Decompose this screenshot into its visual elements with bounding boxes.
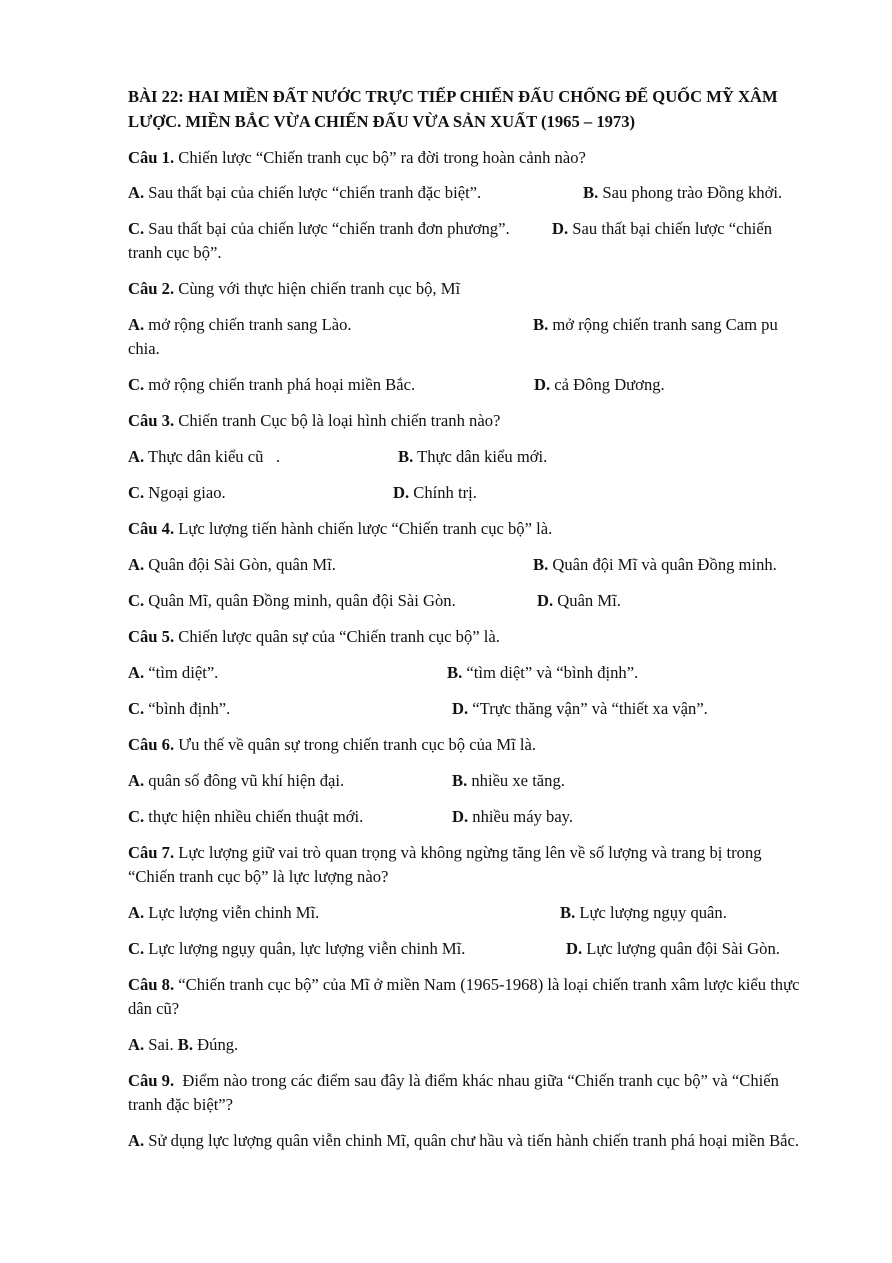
option-text: Lực lượng viễn chinh Mĩ. — [144, 903, 320, 922]
option-text: nhiều xe tăng. — [467, 771, 565, 790]
question-1 — [128, 146, 586, 170]
option-label: C. — [128, 483, 145, 502]
question-label: Câu 9. — [128, 1071, 175, 1090]
q7-option-d — [566, 937, 780, 961]
option-text: Lực lượng ngụy quân, lực lượng viễn chinh Mĩ. — [144, 939, 466, 958]
q5-option-b — [447, 661, 638, 685]
q5-option-d — [452, 697, 708, 721]
question-label: Câu 6. — [128, 735, 175, 754]
question-text: Lực lượng tiến hành chiến lược “Chiến tranh cục bộ” là. — [174, 519, 553, 538]
option-label: A. — [128, 771, 145, 790]
q1-option-b — [583, 181, 782, 205]
option-text: Quân Mĩ. — [553, 591, 621, 610]
option-label: D. — [452, 807, 469, 826]
option-text: quân số đông vũ khí hiện đại. — [144, 771, 345, 790]
option-label: B. — [177, 1035, 194, 1054]
question-3 — [128, 409, 500, 433]
question-text: “Chiến tranh cục bộ” của Mĩ ở miền Nam (1965-1968) là loại chiến tranh xâm lược kiểu thực dân cũ? — [128, 975, 800, 1018]
q4-option-a — [128, 553, 336, 577]
option-text: “tìm diệt” và “bình định”. — [462, 663, 639, 682]
option-text: Đúng. — [193, 1035, 239, 1054]
option-label: D. — [452, 699, 469, 718]
option-label: D. — [552, 219, 569, 238]
question-label: Câu 2. — [128, 279, 175, 298]
option-text: mở rộng chiến tranh sang Cam pu chia. — [128, 315, 778, 358]
option-label: A. — [128, 1035, 145, 1054]
q5-option-a — [128, 661, 218, 685]
q2-option-c — [128, 373, 415, 397]
option-text: Sau thất bại của chiến lược “chiến tranh đặc biệt”. — [144, 183, 482, 202]
question-text: Chiến lược quân sự của “Chiến tranh cục bộ” là. — [174, 627, 500, 646]
option-text: “tìm diệt”. — [144, 663, 219, 682]
option-text: “Trực thăng vận” và “thiết xa vận”. — [468, 699, 708, 718]
question-text: Ưu thế về quân sự trong chiến tranh cục bộ của Mĩ là. — [174, 735, 537, 754]
q3-option-c — [128, 481, 226, 505]
option-text: Thực dân kiểu cũ . — [144, 447, 281, 466]
q7-option-c — [128, 937, 465, 961]
option-text: Sai. — [144, 1035, 178, 1054]
option-label: C. — [128, 591, 145, 610]
q8-options — [128, 1033, 238, 1057]
question-label: Câu 1. — [128, 148, 175, 167]
q4-option-b — [533, 553, 777, 577]
q3-option-b — [398, 445, 547, 469]
option-label: C. — [128, 807, 145, 826]
question-text: Điểm nào trong các điểm sau đây là điểm khác nhau giữa “Chiến tranh cục bộ” và “Chiến tranh đặc biệt”? — [128, 1071, 784, 1114]
option-text: Quân đội Sài Gòn, quân Mĩ. — [144, 555, 336, 574]
question-text: Cùng với thực hiện chiến tranh cục bộ, Mĩ — [174, 279, 461, 298]
option-text: nhiều máy bay. — [468, 807, 574, 826]
option-text: thực hiện nhiều chiến thuật mới. — [144, 807, 364, 826]
option-text: mở rộng chiến tranh phá hoại miền Bắc. — [144, 375, 416, 394]
q6-option-a — [128, 769, 344, 793]
option-label: A. — [128, 447, 145, 466]
option-text: Sau phong trào Đồng khởi. — [598, 183, 783, 202]
option-text: Quân đội Mĩ và quân Đồng minh. — [548, 555, 777, 574]
option-label: D. — [393, 483, 410, 502]
option-text: Lực lượng quân đội Sài Gòn. — [582, 939, 780, 958]
q9-option-a — [128, 1129, 800, 1153]
option-text: mở rộng chiến tranh sang Lào. — [144, 315, 352, 334]
option-text: “bình định”. — [144, 699, 231, 718]
option-label: C. — [128, 219, 145, 238]
question-2 — [128, 277, 460, 301]
option-label: A. — [128, 315, 145, 334]
option-label: A. — [128, 183, 145, 202]
question-6 — [128, 733, 536, 757]
option-label: A. — [128, 903, 145, 922]
option-label: C. — [128, 375, 145, 394]
question-label: Câu 5. — [128, 627, 175, 646]
question-text: Chiến tranh Cục bộ là loại hình chiến tranh nào? — [174, 411, 501, 430]
question-7 — [128, 841, 800, 889]
q3-option-d — [393, 481, 477, 505]
option-label: D. — [537, 591, 554, 610]
option-label: B. — [583, 183, 599, 202]
question-label: Câu 7. — [128, 843, 175, 862]
question-label: Câu 3. — [128, 411, 175, 430]
option-text: Sau thất bại chiến lược “chiến tranh cục bộ”. — [128, 219, 773, 262]
option-label: B. — [560, 903, 576, 922]
q1-option-a — [128, 181, 481, 205]
q6-option-c — [128, 805, 363, 829]
option-text: Ngoại giao. — [144, 483, 226, 502]
q4-option-c — [128, 589, 456, 613]
question-label: Câu 8. — [128, 975, 175, 994]
question-4 — [128, 517, 552, 541]
option-label: A. — [128, 663, 145, 682]
q1-option-d — [128, 217, 800, 265]
option-label: A. — [128, 1131, 145, 1150]
option-label: D. — [534, 375, 551, 394]
option-text: Lực lượng ngụy quân. — [575, 903, 727, 922]
question-9 — [128, 1069, 800, 1117]
option-text: Sau thất bại của chiến lược “chiến tranh đơn phương”. — [144, 219, 510, 238]
question-8 — [128, 973, 800, 1021]
q5-option-c — [128, 697, 230, 721]
option-label: B. — [533, 315, 549, 334]
option-label: C. — [128, 939, 145, 958]
option-label: B. — [398, 447, 414, 466]
q2-option-b — [128, 313, 800, 361]
option-label: C. — [128, 699, 145, 718]
lesson-title: BÀI 22: HAI MIỀN ĐẤT NƯỚC TRỰC TIẾP CHIẾN ĐẤU CHỐNG ĐẾ QUỐC MỸ XÂM LƯỢC. MIỀN BẮC VỪA CHIẾN ĐẤU VỪA SẢN XUẤT (1965 – 1973) — [128, 87, 778, 131]
option-text: Quân Mĩ, quân Đồng minh, quân đội Sài Gòn. — [144, 591, 456, 610]
option-text: cả Đông Dương. — [550, 375, 665, 394]
option-label: D. — [566, 939, 583, 958]
question-5 — [128, 625, 500, 649]
question-text: Lực lượng giữ vai trò quan trọng và không ngừng tăng lên về số lượng và trang bị trong “Chiến tranh cục bộ” là lực lượng nào? — [128, 843, 762, 886]
option-text: Thực dân kiểu mới. — [413, 447, 548, 466]
q7-option-a — [128, 901, 319, 925]
q6-option-b — [452, 769, 565, 793]
q3-option-a — [128, 445, 280, 469]
option-label: B. — [452, 771, 468, 790]
q2-option-d — [534, 373, 665, 397]
option-label: B. — [533, 555, 549, 574]
question-label: Câu 4. — [128, 519, 175, 538]
option-label: A. — [128, 555, 145, 574]
q7-option-b — [560, 901, 727, 925]
question-text: Chiến lược “Chiến tranh cục bộ” ra đời trong hoàn cảnh nào? — [174, 148, 586, 167]
q4-option-d — [537, 589, 621, 613]
q6-option-d — [452, 805, 573, 829]
option-text: Sử dụng lực lượng quân viễn chinh Mĩ, quân chư hầu và tiến hành chiến tranh phá hoại miền Bắc. — [144, 1131, 800, 1150]
option-text: Chính trị. — [409, 483, 477, 502]
option-label: B. — [447, 663, 463, 682]
